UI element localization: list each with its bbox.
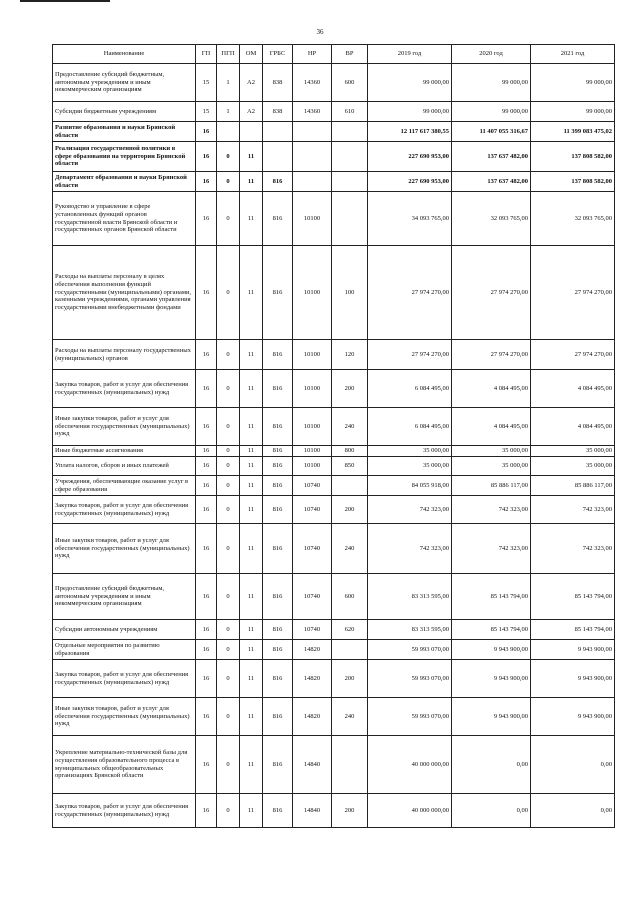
table-row (53, 102, 615, 122)
cell-y2019: 83 313 595,00 (368, 620, 452, 640)
cell-grbs: 816 (263, 192, 293, 246)
cell-y2019: 83 313 595,00 (368, 574, 452, 620)
cell-gp: 16 (196, 457, 217, 476)
cell-y2019: 40 000 000,00 (368, 736, 452, 794)
cell-y2021: 35 000,00 (531, 457, 615, 476)
cell-name: Иные бюджетные ассигнования (53, 446, 196, 457)
cell-y2021: 137 808 582,00 (531, 142, 615, 172)
cell-y2019: 59 993 070,00 (368, 640, 452, 660)
cell-nr: 10740 (293, 496, 332, 524)
cell-grbs (263, 142, 293, 172)
cell-gp: 16 (196, 122, 217, 142)
cell-y2020: 137 637 482,00 (452, 172, 531, 192)
cell-om: 11 (240, 524, 263, 574)
cell-vr: 200 (332, 660, 368, 698)
cell-nr: 10100 (293, 408, 332, 446)
table-row (53, 370, 615, 408)
cell-gp: 16 (196, 142, 217, 172)
cell-y2020: 9 943 900,00 (452, 660, 531, 698)
cell-y2021: 0,00 (531, 794, 615, 828)
table-row (53, 660, 615, 698)
cell-gp: 16 (196, 660, 217, 698)
header-pgp: ПГП (217, 45, 240, 64)
budget-table (52, 44, 615, 828)
cell-om: 11 (240, 246, 263, 340)
cell-gp: 15 (196, 64, 217, 102)
cell-name: Закупка товаров, работ и услуг для обеспечения государственных (муниципальных) нужд (53, 660, 196, 698)
cell-nr: 10740 (293, 574, 332, 620)
cell-y2021: 9 943 900,00 (531, 698, 615, 736)
table-row (53, 192, 615, 246)
cell-y2019: 59 993 070,00 (368, 698, 452, 736)
cell-name: Расходы на выплаты персоналу государственных (муниципальных) органов (53, 340, 196, 370)
cell-name: Субсидии бюджетным учреждениям (53, 102, 196, 122)
cell-y2020: 137 637 482,00 (452, 142, 531, 172)
cell-gp: 16 (196, 340, 217, 370)
cell-om: 11 (240, 370, 263, 408)
cell-name: Предоставление субсидий бюджетным, автономным учреждениям и иным некоммерческим организациям (53, 64, 196, 102)
cell-y2020: 0,00 (452, 794, 531, 828)
cell-pgp: 0 (217, 698, 240, 736)
cell-pgp: 1 (217, 64, 240, 102)
cell-om: 11 (240, 794, 263, 828)
cell-nr (293, 172, 332, 192)
cell-vr: 600 (332, 574, 368, 620)
cell-y2020: 99 000,00 (452, 102, 531, 122)
cell-y2020: 11 407 055 316,67 (452, 122, 531, 142)
cell-om: 11 (240, 142, 263, 172)
cell-y2021: 99 000,00 (531, 64, 615, 102)
cell-nr: 10740 (293, 620, 332, 640)
cell-y2019: 99 000,00 (368, 102, 452, 122)
cell-y2021: 27 974 270,00 (531, 246, 615, 340)
cell-y2020: 35 000,00 (452, 457, 531, 476)
cell-grbs: 838 (263, 102, 293, 122)
cell-y2021: 27 974 270,00 (531, 340, 615, 370)
cell-y2021: 35 000,00 (531, 446, 615, 457)
cell-name: Закупка товаров, работ и услуг для обеспечения государственных (муниципальных) нужд (53, 794, 196, 828)
cell-name: Укрепление материально-технической базы для осуществления образовательного процесса в муниципальных общеобразовательных организациях Брянской области (53, 736, 196, 794)
cell-pgp: 0 (217, 446, 240, 457)
cell-y2019: 35 000,00 (368, 457, 452, 476)
cell-vr (332, 142, 368, 172)
cell-nr: 14820 (293, 698, 332, 736)
cell-y2021: 9 943 900,00 (531, 660, 615, 698)
header-2021: 2021 год (531, 45, 615, 64)
cell-vr (332, 172, 368, 192)
cell-name: Отдельные мероприятия по развитию образования (53, 640, 196, 660)
cell-pgp: 0 (217, 660, 240, 698)
cell-gp: 16 (196, 496, 217, 524)
table-row (53, 408, 615, 446)
table-row (53, 496, 615, 524)
cell-vr: 240 (332, 698, 368, 736)
cell-nr: 10740 (293, 524, 332, 574)
cell-y2019: 35 000,00 (368, 446, 452, 457)
cell-name: Субсидии автономным учреждениям (53, 620, 196, 640)
cell-nr (293, 122, 332, 142)
table-row (53, 698, 615, 736)
cell-grbs: 816 (263, 620, 293, 640)
cell-grbs: 816 (263, 172, 293, 192)
cell-gp: 16 (196, 698, 217, 736)
cell-y2021: 742 323,00 (531, 524, 615, 574)
cell-grbs: 816 (263, 246, 293, 340)
cell-vr: 120 (332, 340, 368, 370)
table-row (53, 446, 615, 457)
header-gp: ГП (196, 45, 217, 64)
cell-y2019: 12 117 617 380,55 (368, 122, 452, 142)
cell-vr: 240 (332, 408, 368, 446)
cell-y2020: 35 000,00 (452, 446, 531, 457)
cell-om: 11 (240, 660, 263, 698)
cell-y2020: 4 084 495,00 (452, 370, 531, 408)
cell-vr: 240 (332, 524, 368, 574)
table-row (53, 620, 615, 640)
table-row (53, 340, 615, 370)
cell-grbs: 816 (263, 340, 293, 370)
cell-gp: 16 (196, 524, 217, 574)
cell-y2020: 9 943 900,00 (452, 698, 531, 736)
header-om: ОМ (240, 45, 263, 64)
cell-gp: 16 (196, 192, 217, 246)
cell-vr: 610 (332, 102, 368, 122)
cell-grbs: 816 (263, 574, 293, 620)
cell-y2021: 742 323,00 (531, 496, 615, 524)
cell-name: Департамент образования и науки Брянской области (53, 172, 196, 192)
cell-y2020: 742 323,00 (452, 496, 531, 524)
cell-gp: 16 (196, 794, 217, 828)
cell-y2019: 34 093 765,00 (368, 192, 452, 246)
cell-vr: 200 (332, 496, 368, 524)
cell-vr: 200 (332, 370, 368, 408)
cell-pgp: 0 (217, 794, 240, 828)
cell-nr: 10740 (293, 476, 332, 496)
cell-vr: 600 (332, 64, 368, 102)
cell-name: Учреждения, обеспечивающие оказание услуг в сфере образования (53, 476, 196, 496)
cell-om: 11 (240, 172, 263, 192)
table-row (53, 640, 615, 660)
cell-name: Иные закупки товаров, работ и услуг для обеспечения государственных (муниципальных) нужд (53, 524, 196, 574)
cell-y2019: 227 690 953,00 (368, 142, 452, 172)
table-row (53, 574, 615, 620)
cell-nr: 10100 (293, 246, 332, 340)
cell-pgp: 1 (217, 102, 240, 122)
table-row (53, 457, 615, 476)
cell-y2019: 227 690 953,00 (368, 172, 452, 192)
cell-om: 11 (240, 620, 263, 640)
cell-vr (332, 736, 368, 794)
cell-om: 11 (240, 640, 263, 660)
cell-grbs: 816 (263, 698, 293, 736)
cell-nr: 10100 (293, 446, 332, 457)
cell-pgp (217, 122, 240, 142)
cell-y2021: 11 399 083 475,02 (531, 122, 615, 142)
cell-pgp: 0 (217, 574, 240, 620)
cell-name: Закупка товаров, работ и услуг для обеспечения государственных (муниципальных) нужд (53, 496, 196, 524)
cell-grbs: 816 (263, 476, 293, 496)
cell-grbs: 816 (263, 736, 293, 794)
cell-y2019: 6 084 495,00 (368, 408, 452, 446)
cell-y2019: 27 974 270,00 (368, 246, 452, 340)
cell-nr: 14360 (293, 64, 332, 102)
cell-om: 11 (240, 340, 263, 370)
cell-om: 11 (240, 698, 263, 736)
cell-vr (332, 476, 368, 496)
cell-gp: 16 (196, 172, 217, 192)
cell-nr: 14820 (293, 640, 332, 660)
table-row (53, 246, 615, 340)
cell-y2020: 27 974 270,00 (452, 340, 531, 370)
cell-om (240, 122, 263, 142)
cell-grbs: 816 (263, 660, 293, 698)
cell-y2020: 99 000,00 (452, 64, 531, 102)
cell-y2021: 137 808 582,00 (531, 172, 615, 192)
cell-om: А2 (240, 64, 263, 102)
cell-y2019: 742 323,00 (368, 496, 452, 524)
cell-om: 11 (240, 496, 263, 524)
cell-y2021: 85 143 794,00 (531, 574, 615, 620)
table-row (53, 524, 615, 574)
cell-y2019: 59 993 070,00 (368, 660, 452, 698)
cell-y2020: 85 143 794,00 (452, 574, 531, 620)
cell-y2019: 742 323,00 (368, 524, 452, 574)
cell-gp: 15 (196, 102, 217, 122)
cell-pgp: 0 (217, 524, 240, 574)
cell-name: Расходы на выплаты персоналу в целях обеспечения выполнения функций государственными (муниципальными) органами, казенными учреждениями, органами управления государственными внебюджетными фондами (53, 246, 196, 340)
cell-grbs: 816 (263, 370, 293, 408)
header-grbs: ГРБС (263, 45, 293, 64)
cell-gp: 16 (196, 620, 217, 640)
cell-om: 11 (240, 736, 263, 794)
cell-pgp: 0 (217, 408, 240, 446)
cell-om: 11 (240, 574, 263, 620)
cell-y2019: 40 000 000,00 (368, 794, 452, 828)
cell-y2020: 0,00 (452, 736, 531, 794)
cell-name: Иные закупки товаров, работ и услуг для обеспечения государственных (муниципальных) нужд (53, 408, 196, 446)
cell-pgp: 0 (217, 476, 240, 496)
cell-pgp: 0 (217, 142, 240, 172)
cell-y2019: 84 055 918,00 (368, 476, 452, 496)
cell-y2021: 0,00 (531, 736, 615, 794)
cell-y2020: 85 886 117,00 (452, 476, 531, 496)
cell-vr: 800 (332, 446, 368, 457)
cell-nr: 14820 (293, 660, 332, 698)
cell-name: Реализация государственной политики в сфере образования на территории Брянской области (53, 142, 196, 172)
cell-vr: 100 (332, 246, 368, 340)
cell-gp: 16 (196, 476, 217, 496)
cell-y2021: 85 886 117,00 (531, 476, 615, 496)
cell-pgp: 0 (217, 496, 240, 524)
cell-om: А2 (240, 102, 263, 122)
cell-nr: 14840 (293, 736, 332, 794)
cell-vr: 620 (332, 620, 368, 640)
cell-name: Предоставление субсидий бюджетным, автономным учреждениям и иным некоммерческим организациям (53, 574, 196, 620)
cell-om: 11 (240, 476, 263, 496)
cell-vr: 850 (332, 457, 368, 476)
cell-gp: 16 (196, 446, 217, 457)
cell-y2019: 99 000,00 (368, 64, 452, 102)
cell-pgp: 0 (217, 172, 240, 192)
cell-name: Закупка товаров, работ и услуг для обеспечения государственных (муниципальных) нужд (53, 370, 196, 408)
page-number: 36 (316, 28, 324, 36)
table-body (53, 64, 615, 828)
cell-vr: 200 (332, 794, 368, 828)
cell-nr: 10100 (293, 340, 332, 370)
cell-nr (293, 142, 332, 172)
cell-y2020: 32 093 765,00 (452, 192, 531, 246)
cell-pgp: 0 (217, 192, 240, 246)
cell-grbs: 816 (263, 524, 293, 574)
cell-gp: 16 (196, 370, 217, 408)
cell-om: 11 (240, 408, 263, 446)
cell-grbs: 816 (263, 640, 293, 660)
cell-nr: 10100 (293, 370, 332, 408)
header-name: Наименование (53, 45, 196, 64)
cell-pgp: 0 (217, 246, 240, 340)
cell-y2020: 85 143 794,00 (452, 620, 531, 640)
table-row (53, 122, 615, 142)
cell-name: Руководство и управление в сфере установленных функций органов государственной власти Брянской области и государственных органов Брянской области (53, 192, 196, 246)
cell-y2020: 4 084 495,00 (452, 408, 531, 446)
cell-pgp: 0 (217, 457, 240, 476)
cell-y2021: 9 943 900,00 (531, 640, 615, 660)
cell-y2021: 99 000,00 (531, 102, 615, 122)
cell-grbs: 816 (263, 496, 293, 524)
cell-nr: 10100 (293, 457, 332, 476)
table-header-row (53, 45, 615, 64)
cell-pgp: 0 (217, 736, 240, 794)
cell-gp: 16 (196, 408, 217, 446)
table-row (53, 794, 615, 828)
cell-pgp: 0 (217, 640, 240, 660)
cell-grbs: 838 (263, 64, 293, 102)
header-2020: 2020 год (452, 45, 531, 64)
table-row (53, 172, 615, 192)
cell-name: Развитие образования и науки Брянской области (53, 122, 196, 142)
top-border-line (20, 0, 110, 2)
cell-om: 11 (240, 457, 263, 476)
cell-pgp: 0 (217, 340, 240, 370)
cell-grbs: 816 (263, 794, 293, 828)
cell-pgp: 0 (217, 370, 240, 408)
header-nr: НР (293, 45, 332, 64)
cell-y2020: 9 943 900,00 (452, 640, 531, 660)
cell-grbs: 816 (263, 408, 293, 446)
cell-gp: 16 (196, 246, 217, 340)
table-row (53, 476, 615, 496)
cell-pgp: 0 (217, 620, 240, 640)
cell-y2020: 27 974 270,00 (452, 246, 531, 340)
cell-grbs (263, 122, 293, 142)
cell-vr (332, 122, 368, 142)
cell-nr: 14840 (293, 794, 332, 828)
cell-name: Иные закупки товаров, работ и услуг для обеспечения государственных (муниципальных) нужд (53, 698, 196, 736)
cell-y2019: 27 974 270,00 (368, 340, 452, 370)
cell-y2020: 742 323,00 (452, 524, 531, 574)
cell-vr (332, 640, 368, 660)
cell-y2021: 4 084 495,00 (531, 370, 615, 408)
table-row (53, 64, 615, 102)
table-row (53, 736, 615, 794)
cell-vr (332, 192, 368, 246)
cell-nr: 10100 (293, 192, 332, 246)
table-row (53, 142, 615, 172)
cell-gp: 16 (196, 640, 217, 660)
cell-gp: 16 (196, 574, 217, 620)
cell-grbs: 816 (263, 446, 293, 457)
cell-y2021: 4 084 495,00 (531, 408, 615, 446)
cell-om: 11 (240, 192, 263, 246)
cell-nr: 14360 (293, 102, 332, 122)
cell-gp: 16 (196, 736, 217, 794)
cell-grbs: 816 (263, 457, 293, 476)
header-vr: ВР (332, 45, 368, 64)
cell-y2021: 32 093 765,00 (531, 192, 615, 246)
cell-y2021: 85 143 794,00 (531, 620, 615, 640)
cell-name: Уплата налогов, сборов и иных платежей (53, 457, 196, 476)
cell-om: 11 (240, 446, 263, 457)
header-2019: 2019 год (368, 45, 452, 64)
cell-y2019: 6 084 495,00 (368, 370, 452, 408)
